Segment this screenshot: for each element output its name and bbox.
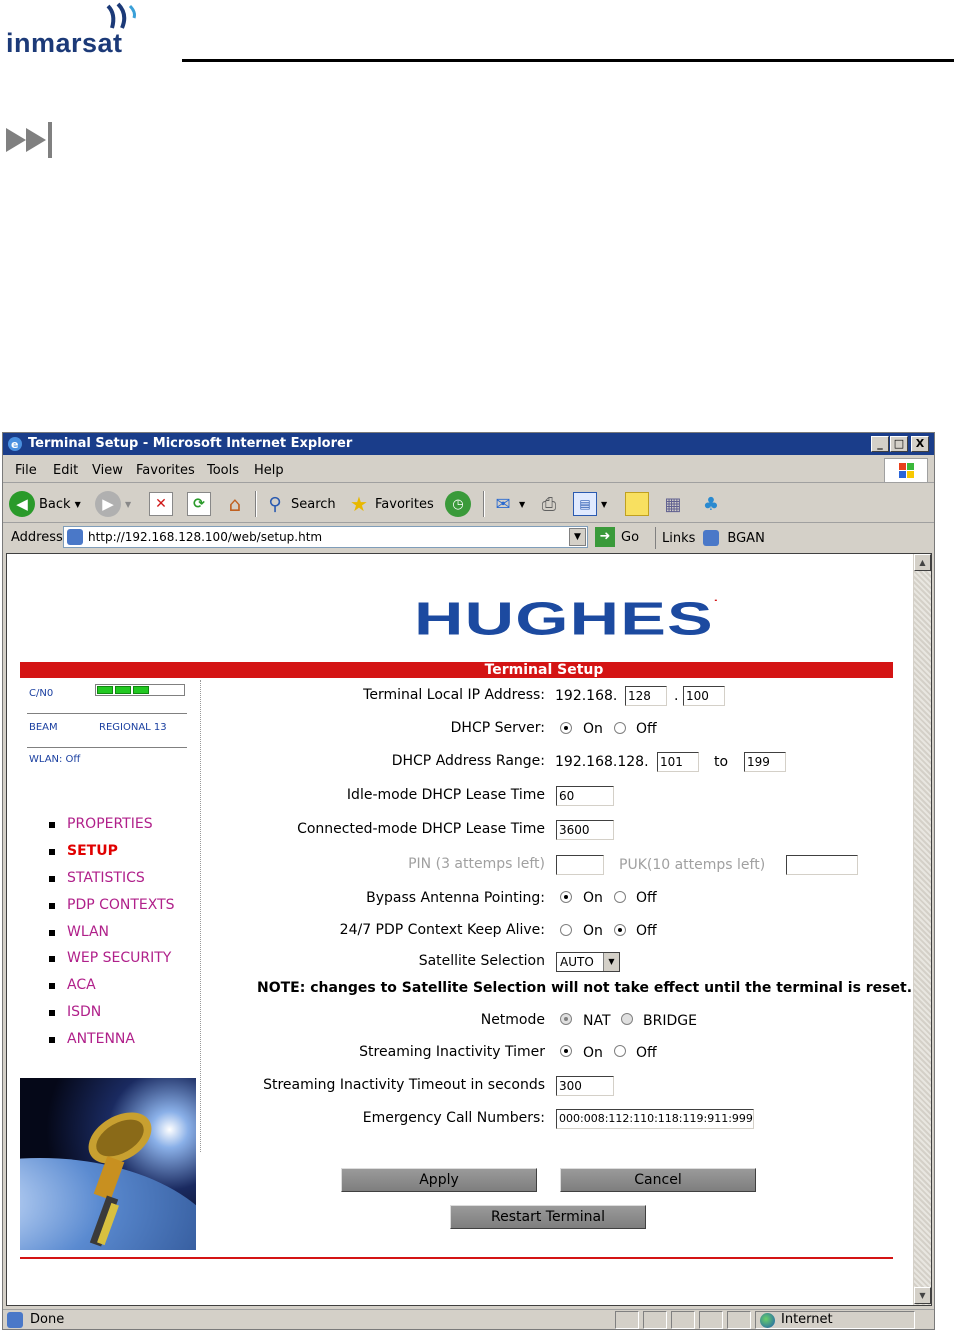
print-button[interactable] (537, 490, 561, 518)
bypass-on-radio[interactable] (560, 891, 572, 903)
bypass-off-label: Off (636, 890, 657, 906)
puk-input[interactable] (786, 855, 858, 875)
inmarsat-logo-text: inmarsat (6, 28, 123, 58)
keepalive-off-radio[interactable] (614, 924, 626, 936)
links-bar (655, 527, 765, 549)
inmarsat-logo (4, 2, 144, 58)
menu-help[interactable]: Help (254, 463, 284, 478)
pin-input[interactable] (556, 855, 604, 875)
dhcp-off-label: Off (636, 721, 657, 737)
beam-value: REGIONAL 13 (99, 722, 167, 733)
forward-button[interactable] (95, 490, 131, 518)
dhcp-on-radio[interactable] (560, 722, 572, 734)
connected-lease-label: Connected-mode DHCP Lease Time (297, 821, 545, 837)
status-pane (671, 1311, 695, 1329)
scroll-down-icon[interactable]: ▼ (914, 1287, 931, 1304)
satellite-selection-select[interactable] (556, 952, 620, 972)
back-button[interactable] (9, 490, 81, 518)
connected-lease-input[interactable]: 3600 (556, 820, 614, 840)
cno-meter (95, 684, 185, 696)
wlan-status: WLAN: Off (29, 754, 81, 765)
emergency-numbers-input[interactable]: 000:008:112:110:118:119:911:999 (556, 1109, 754, 1129)
cno-label: C/N0 (29, 688, 54, 699)
cno-segment (115, 686, 131, 694)
browser-window (2, 432, 935, 1330)
status-bar (3, 1309, 934, 1329)
cno-segment (97, 686, 113, 694)
windows-flag-icon (884, 458, 928, 483)
nav-item-statistics[interactable]: STATISTICS (49, 870, 175, 897)
home-button[interactable] (223, 490, 247, 518)
back-label: Back (39, 496, 71, 512)
vertical-scrollbar[interactable] (913, 554, 931, 1305)
toolbar-separator (255, 491, 257, 517)
hughes-logo-text: HUGHES (414, 592, 714, 645)
panel-divider (200, 680, 201, 1152)
address-url: http://192.168.128.100/web/setup.htm (88, 530, 323, 544)
ip-dot: . (674, 688, 679, 704)
window-title: Terminal Setup - Microsoft Internet Explorer (28, 436, 353, 451)
bgan-link[interactable]: BGAN (727, 530, 765, 546)
range-prefix: 192.168.128. (555, 754, 649, 770)
back-arrow-icon: ◀ (9, 491, 35, 517)
hughes-logo-mark: . (713, 592, 720, 604)
nav-item-antenna[interactable]: ANTENNA (49, 1031, 175, 1058)
history-icon: ◷ (445, 491, 471, 517)
bypass-antenna-label: Bypass Antenna Pointing: (366, 890, 545, 906)
ip-octet3-input[interactable]: 128 (625, 686, 667, 706)
nav-item-aca[interactable]: ACA (49, 977, 175, 1004)
emergency-numbers-label: Emergency Call Numbers: (362, 1110, 545, 1126)
satellite-note: NOTE: changes to Satellite Selection will not take effect until the terminal is reset. (257, 980, 913, 996)
title-bar (3, 433, 934, 455)
page-footer-rule (20, 1257, 893, 1259)
globe-icon (760, 1313, 775, 1328)
page-icon (67, 529, 83, 545)
keepalive-on-label: On (583, 923, 603, 939)
streaming-off-radio[interactable] (614, 1045, 626, 1057)
nav-item-wep-security[interactable]: WEP SECURITY (49, 950, 175, 977)
streaming-timeout-input[interactable]: 300 (556, 1076, 614, 1096)
dhcp-off-radio[interactable] (614, 722, 626, 734)
go-arrow-icon: ➜ (595, 527, 615, 547)
netmode-label: Netmode (480, 1012, 545, 1028)
nav-item-wlan[interactable]: WLAN (49, 924, 175, 951)
satellite-selection-value: AUTO (560, 955, 594, 969)
hughes-logo (414, 592, 719, 646)
satellite-selection-label: Satellite Selection (418, 953, 545, 969)
page-viewport (6, 553, 932, 1306)
ip-address-label: Terminal Local IP Address: (363, 687, 545, 703)
puk-label: PUK(10 attemps left) (619, 857, 766, 873)
zone-label: Internet (781, 1312, 833, 1327)
beam-label: BEAM (29, 722, 58, 733)
mail-icon: ✉ (495, 493, 511, 515)
home-icon: ⌂ (228, 492, 242, 516)
nav-item-pdp-contexts[interactable]: PDP CONTEXTS (49, 897, 175, 924)
ie-icon (7, 436, 23, 452)
toolbar-separator (483, 491, 485, 517)
address-input[interactable] (63, 526, 588, 548)
range-end-input[interactable]: 199 (744, 752, 786, 772)
menu-view[interactable]: View (92, 463, 123, 478)
menu-favorites[interactable]: Favorites (136, 463, 195, 478)
research-icon: ▦ (664, 493, 682, 515)
netmode-nat-radio[interactable] (560, 1013, 572, 1025)
dhcp-range-label: DHCP Address Range: (391, 753, 545, 769)
links-label[interactable]: Links (662, 530, 696, 546)
page-title: Terminal Setup (484, 662, 604, 678)
header-rule (182, 59, 954, 62)
history-button[interactable] (445, 490, 471, 518)
netmode-bridge-label: BRIDGE (643, 1013, 697, 1029)
netmode-bridge-radio[interactable] (621, 1013, 633, 1025)
streaming-off-label: Off (636, 1045, 657, 1061)
cancel-button[interactable]: Cancel (560, 1168, 756, 1192)
stop-button[interactable] (149, 490, 173, 518)
dhcp-on-label: On (583, 721, 603, 737)
security-zone (755, 1311, 915, 1329)
range-start-input[interactable]: 101 (657, 752, 699, 772)
svg-text:e: e (11, 438, 19, 451)
note-icon (625, 492, 649, 516)
refresh-button[interactable] (187, 490, 211, 518)
nav-item-isdn[interactable]: ISDN (49, 1004, 175, 1031)
status-text: Done (30, 1312, 65, 1327)
streaming-timer-label: Streaming Inactivity Timer (359, 1044, 545, 1060)
edit-dropdown-icon: ▼ (601, 499, 608, 509)
ip-prefix: 192.168. (555, 688, 618, 704)
keepalive-off-label: Off (636, 923, 657, 939)
status-pane (699, 1311, 723, 1329)
bypass-off-radio[interactable] (614, 891, 626, 903)
toolbar (3, 485, 934, 523)
edit-page-icon: ▤ (573, 492, 597, 516)
cno-row (27, 680, 187, 714)
select-dropdown-icon: ▼ (603, 953, 619, 971)
favorites-button[interactable] (347, 490, 434, 518)
print-icon: ⎙ (541, 493, 557, 515)
cno-segment (133, 686, 149, 694)
bgan-link-icon (703, 530, 719, 546)
nav-item-setup[interactable]: SETUP (49, 843, 175, 870)
menu-edit[interactable]: Edit (53, 463, 79, 478)
nav-menu (49, 816, 175, 1058)
pin-label: PIN (3 attemps left) (408, 856, 545, 872)
back-dropdown-icon: ▼ (74, 499, 81, 509)
go-label: Go (621, 529, 640, 545)
research-button[interactable] (661, 490, 685, 518)
forward-arrow-icon: ▶ (95, 491, 121, 517)
page-done-icon (7, 1312, 23, 1328)
restart-terminal-button[interactable]: Restart Terminal (450, 1205, 646, 1229)
discuss-button[interactable] (625, 490, 649, 518)
status-pane (615, 1311, 639, 1329)
address-label: Address (11, 530, 63, 545)
satellite-image (20, 1078, 196, 1250)
idle-lease-label: Idle-mode DHCP Lease Time (346, 787, 545, 803)
maximize-button[interactable]: □ (890, 436, 908, 452)
search-icon: ⚲ (268, 493, 282, 515)
mail-button[interactable] (491, 490, 525, 518)
apply-button[interactable]: Apply (341, 1168, 537, 1192)
ip-octet4-input[interactable]: 100 (683, 686, 725, 706)
search-label: Search (291, 496, 336, 512)
menu-file[interactable]: File (15, 463, 37, 478)
messenger-button[interactable] (699, 490, 723, 518)
address-bar (3, 524, 934, 550)
mail-dropdown-icon: ▼ (519, 499, 526, 509)
range-to: to (714, 754, 729, 770)
go-button[interactable] (595, 527, 639, 547)
keepalive-label: 24/7 PDP Context Keep Alive: (339, 922, 545, 938)
bypass-on-label: On (583, 890, 603, 906)
forward-dropdown-icon: ▼ (125, 499, 132, 509)
stop-icon: ✕ (149, 492, 173, 516)
status-pane (643, 1311, 667, 1329)
streaming-on-radio[interactable] (560, 1045, 572, 1057)
refresh-icon: ⟳ (187, 492, 211, 516)
minimize-button[interactable]: _ (871, 436, 889, 452)
search-button[interactable] (263, 490, 336, 518)
streaming-on-label: On (583, 1045, 603, 1061)
address-dropdown-icon[interactable]: ▼ (569, 528, 586, 546)
favorites-star-icon: ★ (350, 492, 368, 516)
keepalive-on-radio[interactable] (560, 924, 572, 936)
favorites-label: Favorites (375, 496, 434, 512)
fast-forward-icon (6, 120, 54, 160)
streaming-timeout-label: Streaming Inactivity Timeout in seconds (263, 1077, 545, 1093)
page-header-bar (20, 662, 893, 678)
nav-item-properties[interactable]: PROPERTIES (49, 816, 175, 843)
scroll-up-icon[interactable]: ▲ (914, 554, 931, 571)
menu-tools[interactable]: Tools (207, 463, 240, 478)
beam-row (27, 714, 187, 748)
edit-button[interactable] (573, 490, 607, 518)
close-button[interactable]: X (911, 436, 929, 452)
status-panel (27, 680, 187, 748)
netmode-nat-label: NAT (583, 1013, 611, 1029)
status-pane (727, 1311, 751, 1329)
messenger-icon: ♣ (702, 493, 720, 515)
menu-bar (3, 457, 934, 483)
dhcp-server-label: DHCP Server: (450, 720, 545, 736)
idle-lease-input[interactable]: 60 (556, 786, 614, 806)
